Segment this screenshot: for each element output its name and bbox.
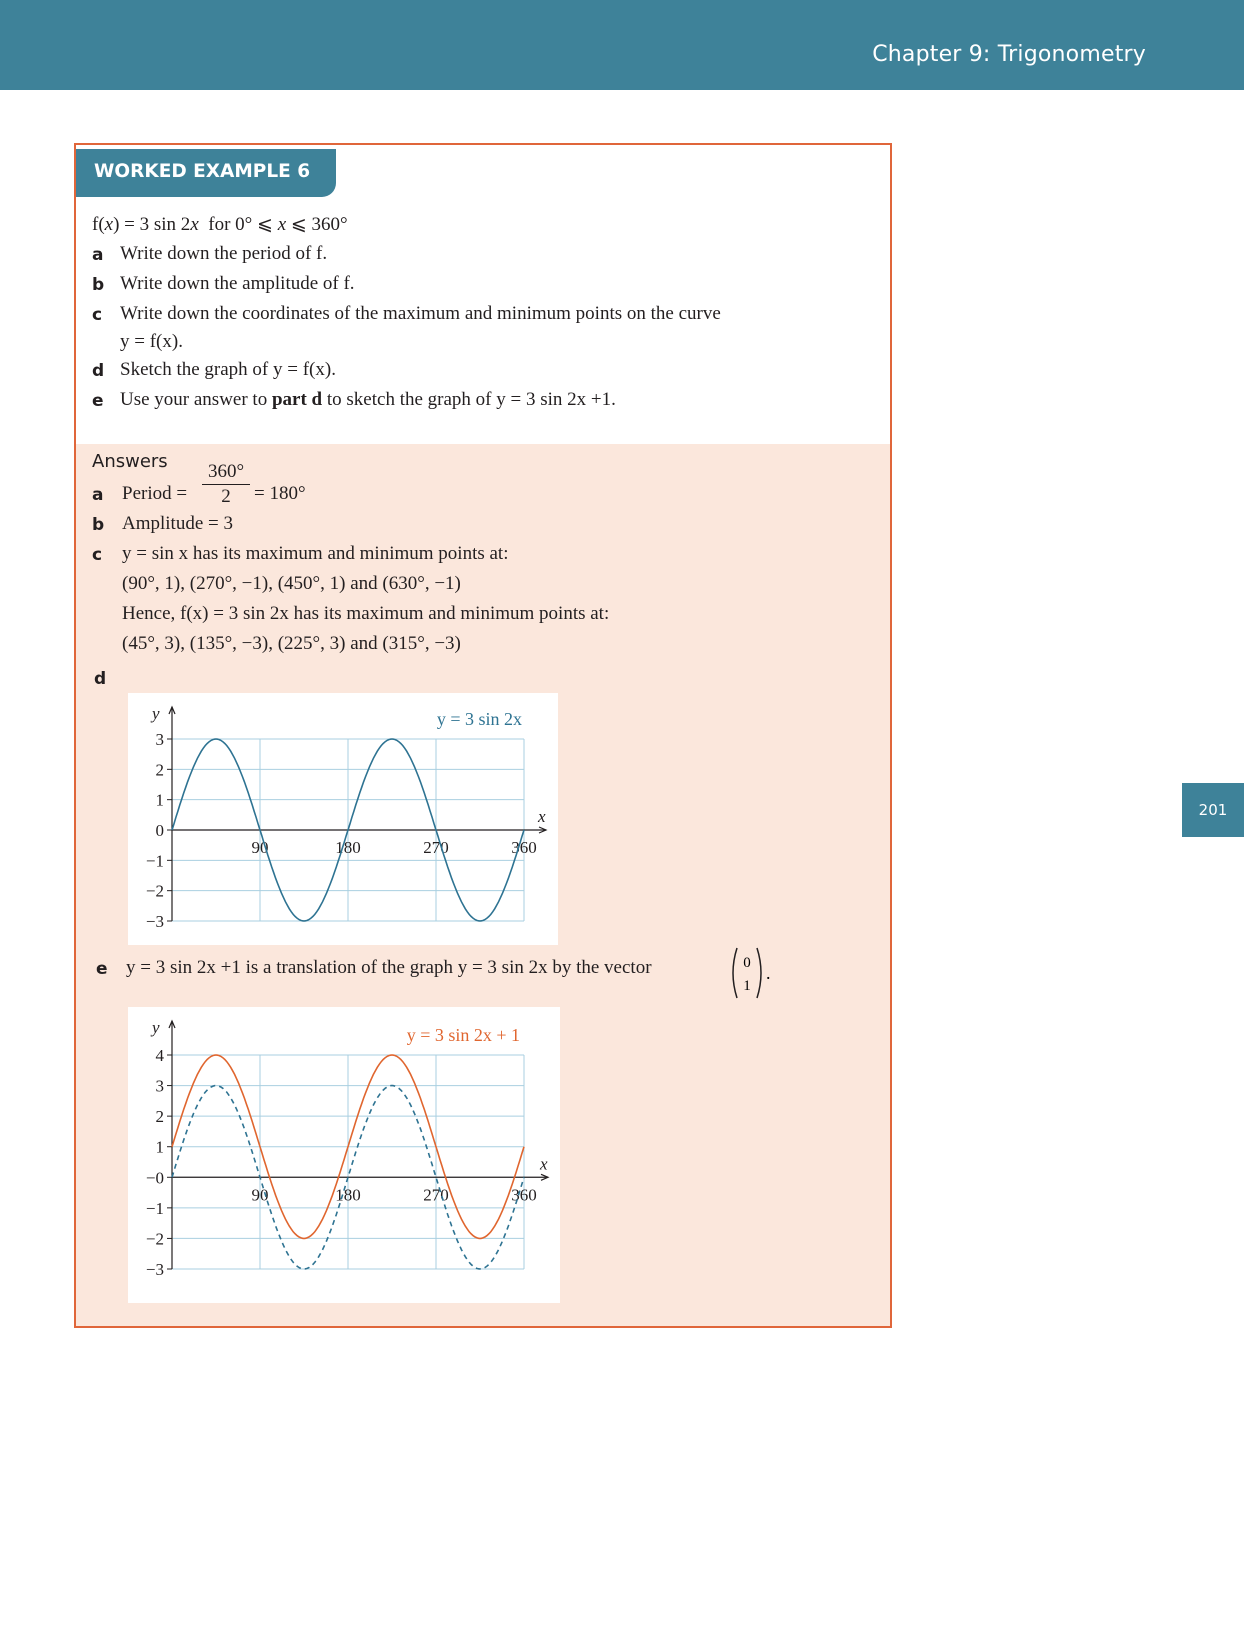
answer-a-label: a — [92, 485, 104, 505]
answer-a-text: Period = — [122, 483, 188, 504]
x-tick-label: 360 — [511, 1185, 537, 1205]
answers-heading: Answers — [92, 451, 168, 472]
question-d-label: d — [92, 361, 105, 381]
function-definition: f(x) = 3 sin 2x for 0° ⩽ x ⩽ 360° — [92, 214, 348, 235]
question-c-text-continued: y = f(x). — [120, 331, 183, 352]
answer-e-label: e — [96, 959, 108, 979]
x-tick-label: 90 — [251, 838, 269, 857]
y-tick-label: 2 — [155, 760, 164, 780]
vector-full-stop: . — [766, 963, 771, 983]
answer-c-line4: (45°, 3), (135°, −3), (225°, 3) and (315°, −3) — [122, 633, 461, 654]
y-tick-label: 2 — [155, 1107, 164, 1127]
y-tick-label: 3 — [155, 1076, 164, 1096]
y-axis-label: y — [152, 704, 160, 723]
vector-top: 0 — [743, 955, 751, 971]
question-a-label: a — [92, 245, 104, 265]
x-tick-label: 270 — [423, 1185, 449, 1205]
chapter-header-band — [0, 0, 1244, 90]
x-tick-label: 180 — [335, 1185, 361, 1205]
chapter-title: Chapter 9: Trigonometry — [872, 42, 1146, 67]
x-tick-label: 270 — [423, 838, 449, 857]
x-tick-label: 90 — [251, 1185, 269, 1205]
answer-c-line1: y = sin x has its maximum and minimum points at: — [122, 543, 509, 564]
answer-b-label: b — [92, 515, 105, 535]
y-tick-label: −3 — [145, 912, 164, 931]
page-number: 201 — [1182, 783, 1244, 837]
graph-e — [128, 1007, 560, 1303]
answer-d-label: d — [94, 669, 107, 689]
vector-left-bracket — [733, 948, 737, 998]
y-tick-label: 4 — [155, 1046, 164, 1065]
fraction-numerator: 360° — [202, 461, 250, 485]
y-tick-label: −3 — [145, 1260, 164, 1279]
vector-bottom: 1 — [743, 978, 751, 994]
question-c-text: Write down the coordinates of the maximum and minimum points on the curve — [120, 303, 721, 324]
curve-label: y = 3 sin 2x — [436, 709, 522, 729]
x-axis-label: x — [538, 807, 546, 826]
question-e-label: e — [92, 391, 104, 411]
y-tick-label: −0 — [145, 1168, 164, 1188]
question-c-label: c — [92, 305, 103, 325]
period-fraction — [202, 461, 250, 508]
graph-d-panel — [128, 693, 558, 945]
y-tick-label: 1 — [155, 1137, 164, 1157]
curve-label: y = 3 sin 2x + 1 — [406, 1025, 520, 1045]
y-tick-label: 1 — [155, 790, 164, 810]
question-a-text: Write down the period of f. — [120, 243, 328, 264]
answer-c-label: c — [92, 545, 103, 565]
question-b-label: b — [92, 275, 105, 295]
y-axis-label: y — [152, 1018, 160, 1037]
y-tick-label: −1 — [145, 851, 164, 871]
graph-e-panel — [128, 1007, 560, 1303]
answer-b-text: Amplitude = 3 — [122, 513, 233, 534]
fraction-denominator: 2 — [221, 486, 231, 507]
x-axis-label: x — [540, 1154, 548, 1174]
y-tick-label: 0 — [155, 821, 164, 840]
question-d-text: Sketch the graph of y = f(x). — [120, 359, 336, 380]
answer-e-text: y = 3 sin 2x +1 is a translation of the graph y = 3 sin 2x by the vector — [126, 957, 652, 978]
answer-a-result: = 180° — [254, 483, 306, 504]
vector-right-bracket — [757, 948, 761, 998]
y-tick-label: −2 — [145, 1229, 164, 1249]
y-tick-label: −1 — [145, 1198, 164, 1218]
worked-example-box — [74, 143, 892, 1328]
answer-c-line2: (90°, 1), (270°, −1), (450°, 1) and (630°, −1) — [122, 573, 461, 594]
y-tick-label: 3 — [155, 730, 164, 749]
question-b-text: Write down the amplitude of f. — [120, 273, 355, 294]
x-tick-label: 360 — [511, 838, 537, 857]
worked-example-title: WORKED EXAMPLE 6 — [76, 149, 336, 197]
graph-d — [128, 693, 558, 945]
answer-c-line3: Hence, f(x) = 3 sin 2x has its maximum and minimum points at: — [122, 603, 610, 624]
question-e-text: Use your answer to part d to sketch the graph of y = 3 sin 2x +1. — [120, 389, 616, 410]
y-tick-label: −2 — [145, 881, 164, 901]
x-tick-label: 180 — [335, 838, 361, 857]
translation-vector — [726, 945, 772, 1001]
